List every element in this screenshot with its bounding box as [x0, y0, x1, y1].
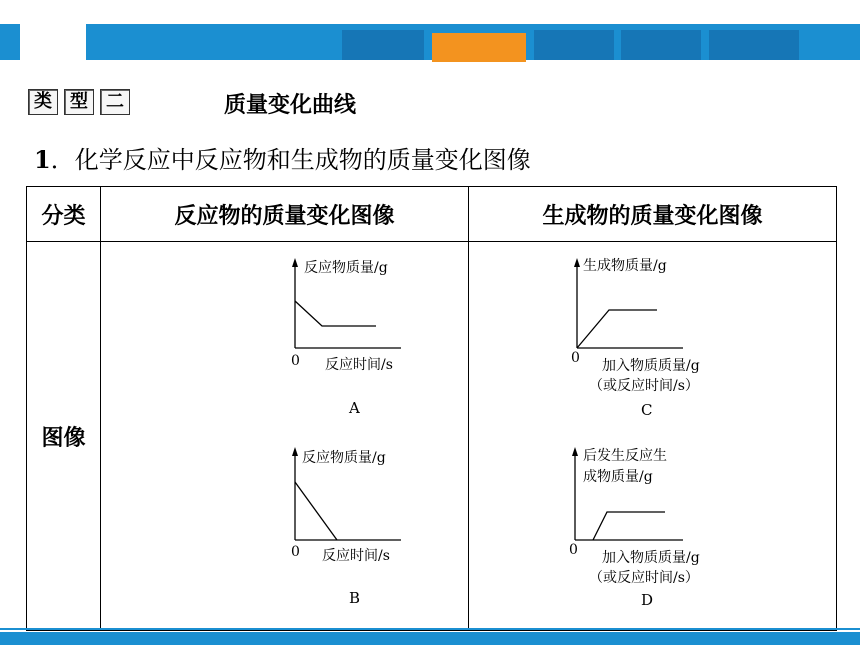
- reactant-graphs: [101, 242, 468, 626]
- graph-c-xlabel-2: （或反应时间/s）: [589, 378, 699, 394]
- graph-d-curve: [593, 512, 665, 540]
- graph-d-ylabel-2: 成物质量/g: [583, 469, 653, 485]
- nav-tab-4[interactable]: [621, 30, 701, 60]
- graph-b-y-arrow: [292, 447, 298, 456]
- graph-c-ylabel: 生成物质量/g: [583, 258, 667, 274]
- graph-d-ylabel-1: 后发生反应生: [583, 448, 667, 464]
- graph-c-curve: [577, 310, 657, 348]
- comparison-table: [26, 186, 837, 631]
- table-row: [27, 242, 837, 631]
- type-char-3: 二: [100, 89, 130, 115]
- graph-d: [569, 447, 700, 609]
- graph-b-origin: 0: [291, 544, 300, 560]
- graph-a-ylabel: 反应物质量/g: [304, 260, 388, 276]
- nav-tab-active[interactable]: [432, 33, 526, 62]
- graph-b-ylabel: 反应物质量/g: [302, 450, 386, 466]
- graph-d-origin: 0: [569, 542, 578, 558]
- type-char-2: 型: [64, 89, 94, 115]
- type-char-1: 类: [28, 89, 58, 115]
- product-graphs-cell: [469, 242, 837, 631]
- graph-c: [571, 257, 700, 419]
- heading-text: ．化学反应中反应物和生成物的质量变化图像: [50, 146, 531, 174]
- row-label: 图像: [27, 242, 101, 631]
- graph-a: [291, 258, 401, 417]
- reactant-graphs-cell: [101, 242, 469, 631]
- graph-a-curve: [295, 301, 376, 326]
- graph-c-xlabel-1: 加入物质质量/g: [602, 358, 700, 374]
- graph-d-xlabel-1: 加入物质质量/g: [602, 550, 700, 566]
- header-product: 生成物的质量变化图像: [469, 187, 837, 242]
- graph-d-y-arrow: [572, 447, 578, 456]
- header-category: 分类: [27, 187, 101, 242]
- nav-tab-5[interactable]: [709, 30, 799, 60]
- graph-a-y-arrow: [292, 258, 298, 267]
- bottom-line: [0, 628, 860, 630]
- graph-d-xlabel-2: （或反应时间/s）: [589, 570, 699, 586]
- graph-d-letter: D: [641, 591, 654, 609]
- heading-number: 1: [34, 145, 51, 174]
- graph-b: [291, 447, 401, 607]
- graph-a-xlabel: 反应时间/s: [325, 357, 393, 373]
- table-header-row: [27, 187, 837, 242]
- nav-tab-3[interactable]: [534, 30, 614, 60]
- product-graphs: [469, 242, 836, 626]
- graph-c-origin: 0: [571, 350, 580, 366]
- graph-c-y-arrow: [574, 258, 580, 267]
- graph-c-letter: C: [641, 401, 653, 419]
- graph-b-xlabel: 反应时间/s: [322, 548, 390, 564]
- header-reactant: 反应物的质量变化图像: [101, 187, 469, 242]
- nav-tab-1[interactable]: [342, 30, 424, 60]
- top-bar-left: [0, 24, 20, 60]
- heading: [34, 140, 531, 175]
- graph-a-letter: A: [349, 399, 360, 417]
- graph-b-letter: B: [349, 589, 361, 607]
- graph-b-curve: [295, 482, 337, 540]
- graph-a-origin: 0: [291, 353, 300, 369]
- section-title: 质量变化曲线: [224, 93, 357, 118]
- bottom-bar: [0, 632, 860, 645]
